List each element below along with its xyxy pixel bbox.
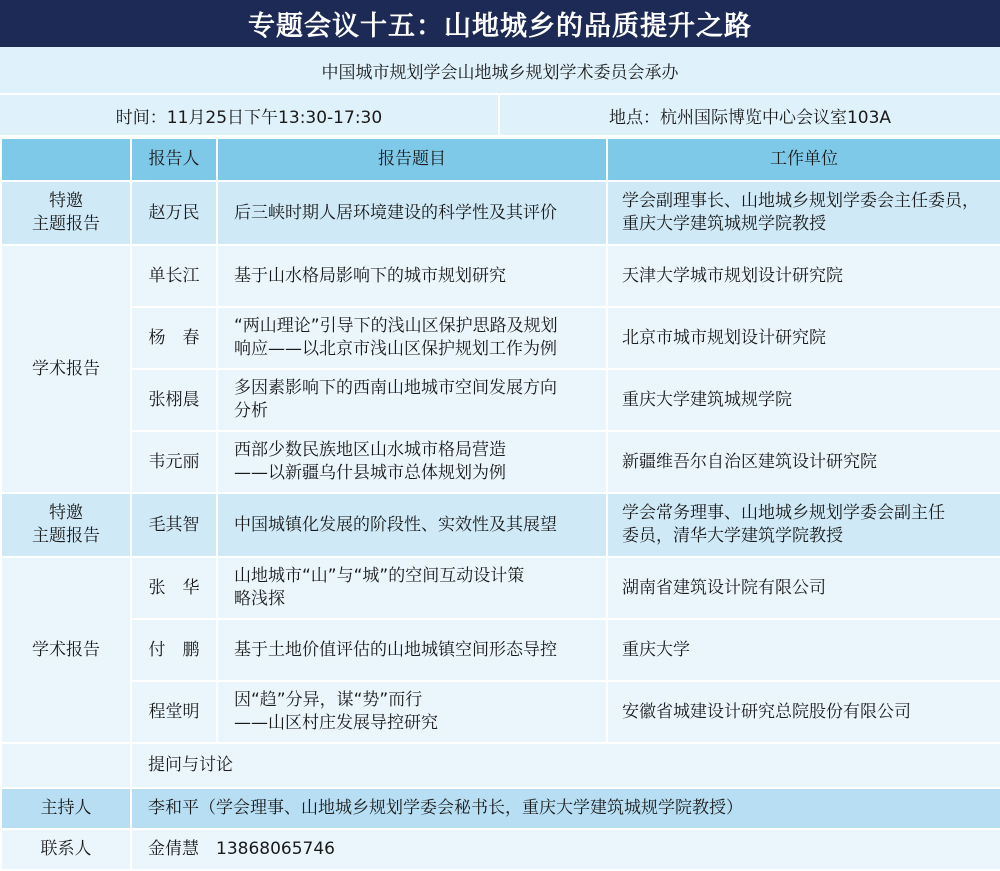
report-topic: “两山理论”引导下的浅山区保护思路及规划 响应——以北京市浅山区保护规划工作为例 — [217, 307, 607, 369]
table-row — [1, 245, 1000, 307]
host-value: 李和平（学会理事、山地城乡规划学委会秘书长，重庆大学建筑城规学院教授） — [131, 788, 1000, 829]
table-row — [1, 619, 1000, 681]
table-row — [1, 181, 1000, 245]
header-speaker: 报告人 — [131, 138, 217, 181]
session-category: 学术报告 — [1, 557, 131, 743]
host-row — [1, 788, 1000, 829]
speaker-organization: 重庆大学 — [607, 619, 1000, 681]
header-org: 工作单位 — [607, 138, 1000, 181]
speaker-name: 毛其智 — [131, 493, 217, 557]
speaker-organization: 学会常务理事、山地城乡规划学委会副主任 委员，清华大学建筑学院教授 — [607, 493, 1000, 557]
time-location-bar — [0, 95, 1000, 137]
header-category — [1, 138, 131, 181]
speaker-name: 韦元丽 — [131, 431, 217, 493]
report-topic: 多因素影响下的西南山地城市空间发展方向 分析 — [217, 369, 607, 431]
table-row — [1, 369, 1000, 431]
table-row — [1, 431, 1000, 493]
report-topic: 后三峡时期人居环境建设的科学性及其评价 — [217, 181, 607, 245]
session-category: 学术报告 — [1, 245, 131, 493]
report-topic: 西部少数民族地区山水城市格局营造 ——以新疆乌什县城市总体规划为例 — [217, 431, 607, 493]
speaker-name: 杨 春 — [131, 307, 217, 369]
table-row — [1, 493, 1000, 557]
speaker-organization: 天津大学城市规划设计研究院 — [607, 245, 1000, 307]
contact-label: 联系人 — [1, 829, 131, 870]
speaker-name: 付 鹏 — [131, 619, 217, 681]
report-topic: 基于土地价值评估的山地城镇空间形态导控 — [217, 619, 607, 681]
speaker-organization: 湖南省建筑设计院有限公司 — [607, 557, 1000, 619]
speaker-organization: 重庆大学建筑城规学院 — [607, 369, 1000, 431]
session-location: 地点：杭州国际博览中心会议室103A — [608, 107, 892, 128]
table-row — [1, 557, 1000, 619]
discussion-row — [1, 743, 1000, 788]
table-header — [1, 138, 1000, 181]
table-row — [1, 681, 1000, 743]
contact-value: 金倩慧 13868065746 — [131, 829, 1000, 870]
speaker-organization: 新疆维吾尔自治区建筑设计研究院 — [607, 431, 1000, 493]
report-topic: 因“趋”分异，谋“势”而行 ——山区村庄发展导控研究 — [217, 681, 607, 743]
speaker-name: 张 华 — [131, 557, 217, 619]
discussion-label: 提问与讨论 — [131, 743, 1000, 788]
session-category: 特邀 主题报告 — [1, 181, 131, 245]
session-category: 特邀 主题报告 — [1, 493, 131, 557]
speaker-organization: 北京市城市规划设计研究院 — [607, 307, 1000, 369]
table-row — [1, 307, 1000, 369]
speaker-name: 程堂明 — [131, 681, 217, 743]
session-time: 时间：11月25日下午13:30-17:30 — [115, 107, 383, 128]
session-title: 专题会议十五：山地城乡的品质提升之路 — [0, 0, 1000, 47]
report-topic: 山地城市“山”与“城”的空间互动设计策 略浅探 — [217, 557, 607, 619]
speaker-organization: 安徽省城建设计研究总院股份有限公司 — [607, 681, 1000, 743]
speaker-name: 张栩晨 — [131, 369, 217, 431]
contact-row — [1, 829, 1000, 870]
header-topic: 报告题目 — [217, 138, 607, 181]
speaker-organization: 学会副理事长、山地城乡规划学委会主任委员， 重庆大学建筑城规学院教授 — [607, 181, 1000, 245]
speaker-name: 赵万民 — [131, 181, 217, 245]
report-topic: 基于山水格局影响下的城市规划研究 — [217, 245, 607, 307]
discussion-blank — [1, 743, 131, 788]
report-topic: 中国城镇化发展的阶段性、实效性及其展望 — [217, 493, 607, 557]
host-label: 主持人 — [1, 788, 131, 829]
schedule-table — [0, 137, 1000, 871]
organizer-line: 中国城市规划学会山地城乡规划学术委员会承办 — [0, 47, 1000, 95]
speaker-name: 单长江 — [131, 245, 217, 307]
